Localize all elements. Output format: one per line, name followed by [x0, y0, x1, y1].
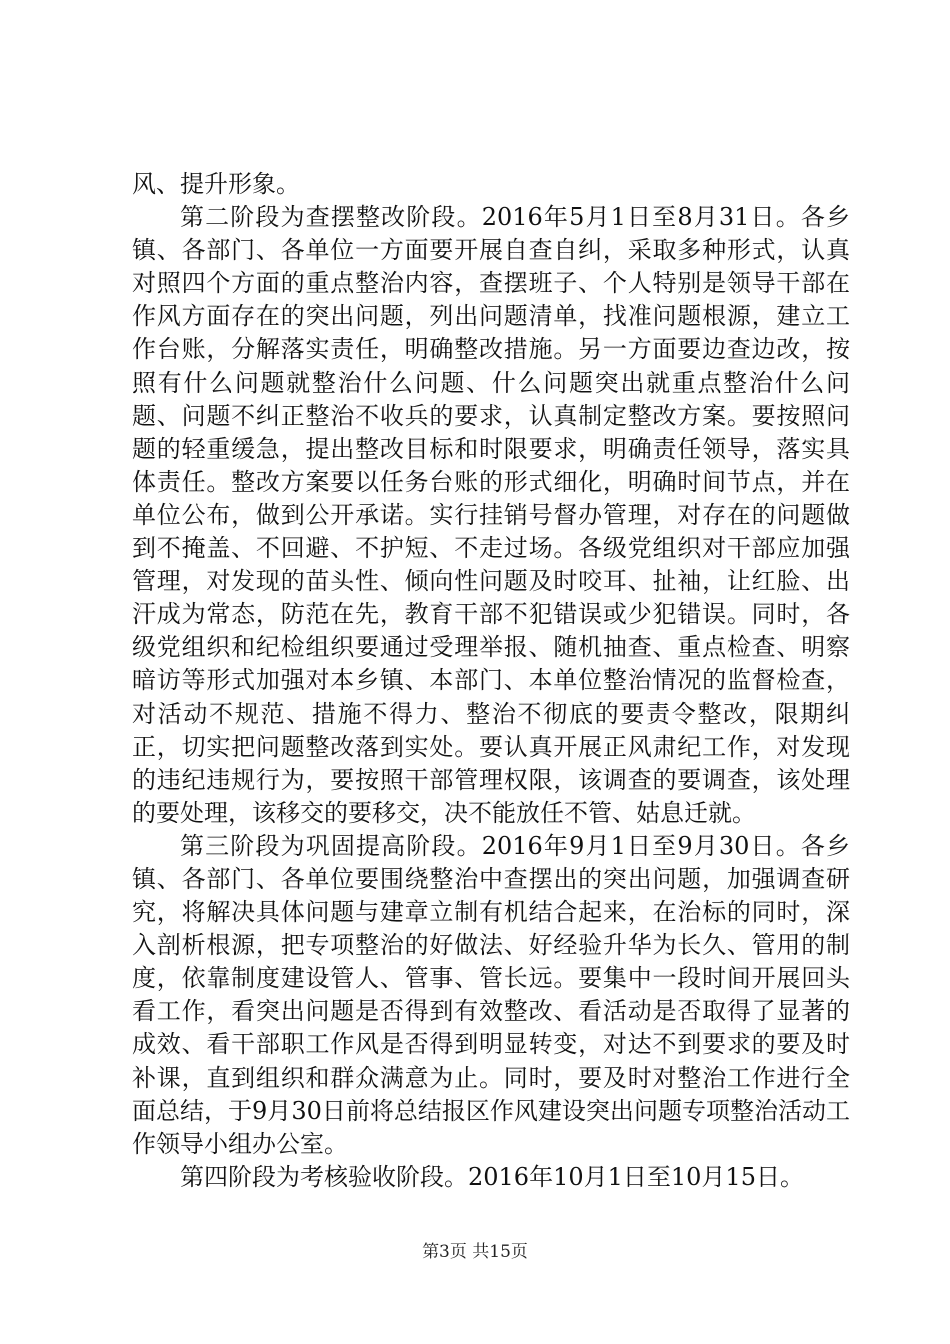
paragraph-stage-four: 第四阶段为考核验收阶段。2016年10月1日至10月15日。	[180, 1162, 804, 1191]
paragraph-continuation: 风、提升形象。	[132, 170, 300, 198]
paragraph-stage-two: 第二阶段为查摆整改阶段。2016年5月1日至8月31日。各乡镇、各部门、各单位一方面要开展自查自纠，采取多种形式，认真对照四个方面的重点整治内容，查摆班子、个人特别是领导干部在作风方面存在的突出问题，列出问题清单，找准问题根源，建立工作台账，分解落实责任，明确整改措施。另一方面要边查边改，按照有什么问题就整治什么问题、什么问题突出就重点整治什么问题、问题不纠正整治不收兵的要求，认真制定整改方案。要按照问题的轻重缓急，提出整改目标和时限要求，明确责任领导，落实具体责任。整改方案要以任务台账的形式细化，明确时间节点，并在单位公布，做到公开承诺。实行挂销号督办管理，对存在的问题做到不掩盖、不回避、不护短、不走过场。各级党组织对干部应加强管理，对发现的苗头性、倾向性问题及时咬耳、扯袖，让红脸、出汗成为常态，防范在先，教育干部不犯错误或少犯错误。同时，各级党组织和纪检组织要通过受理举报、随机抽查、重点检查、明察暗访等形式加强对本乡镇、本部门、本单位整治情况的监督检查，对活动不规范、措施不得力、整治不彻底的要责令整改，限期纠正，切实把问题整改落到实处。要认真开展正风肃纪工作，对发现的违纪违规行为，要按照干部管理权限，该调查的要调查，该处理的要处理，该移交的要移交，决不能放任不管、姑息迁就。	[132, 203, 850, 827]
paragraph-stage-three: 第三阶段为巩固提高阶段。2016年9月1日至9月30日。各乡镇、各部门、各单位要围绕整治中查摆出的突出问题，加强调查研究，将解决具体问题与建章立制有机结合起来，在治标的同时，深入剖析根源，把专项整治的好做法、好经验升华为长久、管用的制度，依靠制度建设管人、管事、管长远。要集中一段时间开展回头看工作，看突出问题是否得到有效整改、看活动是否取得了显著的成效、看干部职工作风是否得到明显转变，对达不到要求的要及时补课，直到组织和群众满意为止。同时，要及时对整治工作进行全面总结，于9月30日前将总结报区作风建设突出问题专项整治活动工作领导小组办公室。	[132, 831, 850, 1158]
page-number-footer: 第3页 共15页	[422, 1242, 528, 1262]
document-body	[132, 168, 850, 1194]
